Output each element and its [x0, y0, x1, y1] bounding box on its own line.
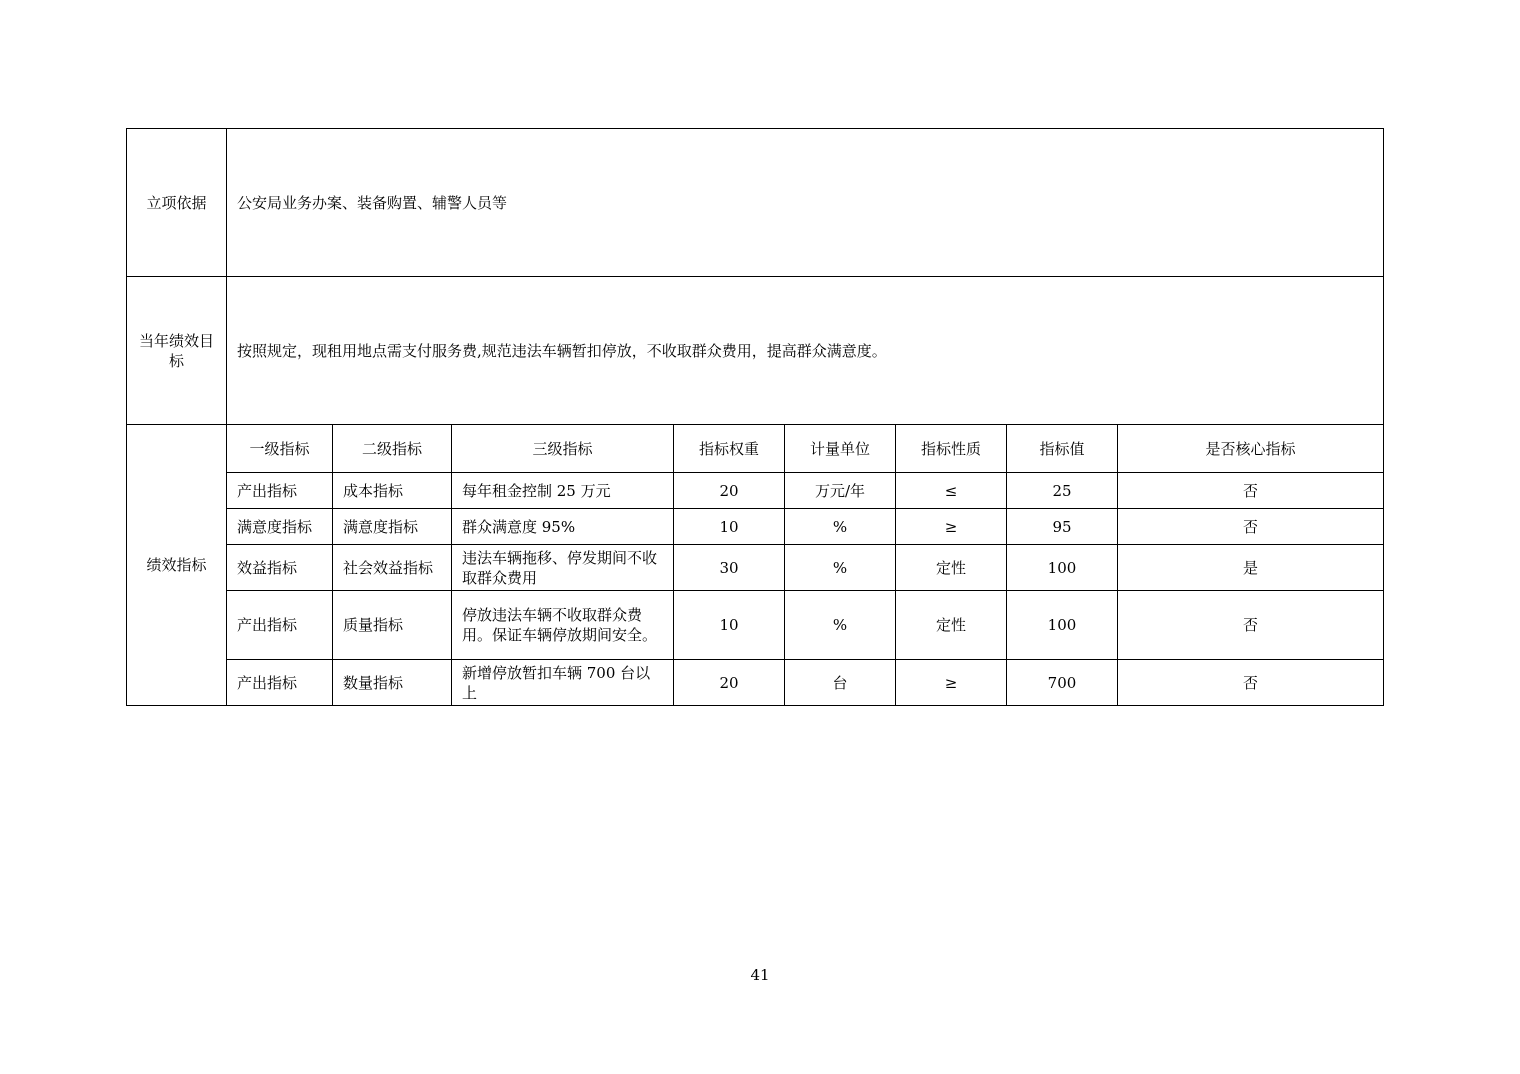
cell-unit: 台 — [785, 660, 896, 706]
cell-level2: 数量指标 — [333, 660, 452, 706]
cell-nature: ≥ — [896, 509, 1007, 545]
cell-level2: 成本指标 — [333, 473, 452, 509]
cell-weight: 10 — [674, 591, 785, 660]
cell-level3: 群众满意度 95% — [452, 509, 674, 545]
indicator-header-row — [127, 425, 1384, 473]
cell-nature: ≥ — [896, 660, 1007, 706]
table-row — [127, 660, 1384, 706]
cell-nature: ≤ — [896, 473, 1007, 509]
page-number: 41 — [750, 966, 770, 984]
header-level1: 一级指标 — [227, 425, 333, 473]
header-value: 指标值 — [1007, 425, 1118, 473]
cell-level3: 新增停放暂扣车辆 700 台以上 — [452, 660, 674, 706]
cell-unit: % — [785, 509, 896, 545]
cell-weight: 30 — [674, 545, 785, 591]
cell-value: 25 — [1007, 473, 1118, 509]
cell-level1: 满意度指标 — [227, 509, 333, 545]
cell-weight: 10 — [674, 509, 785, 545]
cell-level1: 产出指标 — [227, 473, 333, 509]
cell-level3: 违法车辆拖移、停发期间不收取群众费用 — [452, 545, 674, 591]
cell-core: 是 — [1118, 545, 1384, 591]
basis-text: 公安局业务办案、装备购置、辅警人员等 — [227, 129, 1384, 277]
basis-row — [127, 129, 1384, 277]
cell-level3: 每年租金控制 25 万元 — [452, 473, 674, 509]
cell-weight: 20 — [674, 473, 785, 509]
header-level2: 二级指标 — [333, 425, 452, 473]
cell-nature: 定性 — [896, 545, 1007, 591]
basis-label: 立项依据 — [127, 129, 227, 277]
cell-level2: 质量指标 — [333, 591, 452, 660]
header-weight: 指标权重 — [674, 425, 785, 473]
table-row — [127, 473, 1384, 509]
cell-value: 700 — [1007, 660, 1118, 706]
performance-table — [126, 128, 1384, 706]
table-row — [127, 545, 1384, 591]
indicators-label: 绩效指标 — [127, 425, 227, 706]
cell-level1: 产出指标 — [227, 591, 333, 660]
cell-core: 否 — [1118, 473, 1384, 509]
cell-core: 否 — [1118, 509, 1384, 545]
cell-core: 否 — [1118, 660, 1384, 706]
cell-level2: 满意度指标 — [333, 509, 452, 545]
cell-value: 95 — [1007, 509, 1118, 545]
cell-value: 100 — [1007, 545, 1118, 591]
header-nature: 指标性质 — [896, 425, 1007, 473]
header-core: 是否核心指标 — [1118, 425, 1384, 473]
table-row — [127, 591, 1384, 660]
cell-unit: % — [785, 545, 896, 591]
cell-core: 否 — [1118, 591, 1384, 660]
cell-level2: 社会效益指标 — [333, 545, 452, 591]
cell-weight: 20 — [674, 660, 785, 706]
goal-row — [127, 277, 1384, 425]
cell-unit: 万元/年 — [785, 473, 896, 509]
table-row — [127, 509, 1384, 545]
cell-level1: 效益指标 — [227, 545, 333, 591]
cell-level1: 产出指标 — [227, 660, 333, 706]
goal-text: 按照规定，现租用地点需支付服务费,规范违法车辆暂扣停放，不收取群众费用，提高群众满意度。 — [227, 277, 1384, 425]
header-unit: 计量单位 — [785, 425, 896, 473]
cell-level3: 停放违法车辆不收取群众费用。保证车辆停放期间安全。 — [452, 591, 674, 660]
header-level3: 三级指标 — [452, 425, 674, 473]
goal-label: 当年绩效目标 — [127, 277, 227, 425]
cell-nature: 定性 — [896, 591, 1007, 660]
cell-unit: % — [785, 591, 896, 660]
cell-value: 100 — [1007, 591, 1118, 660]
